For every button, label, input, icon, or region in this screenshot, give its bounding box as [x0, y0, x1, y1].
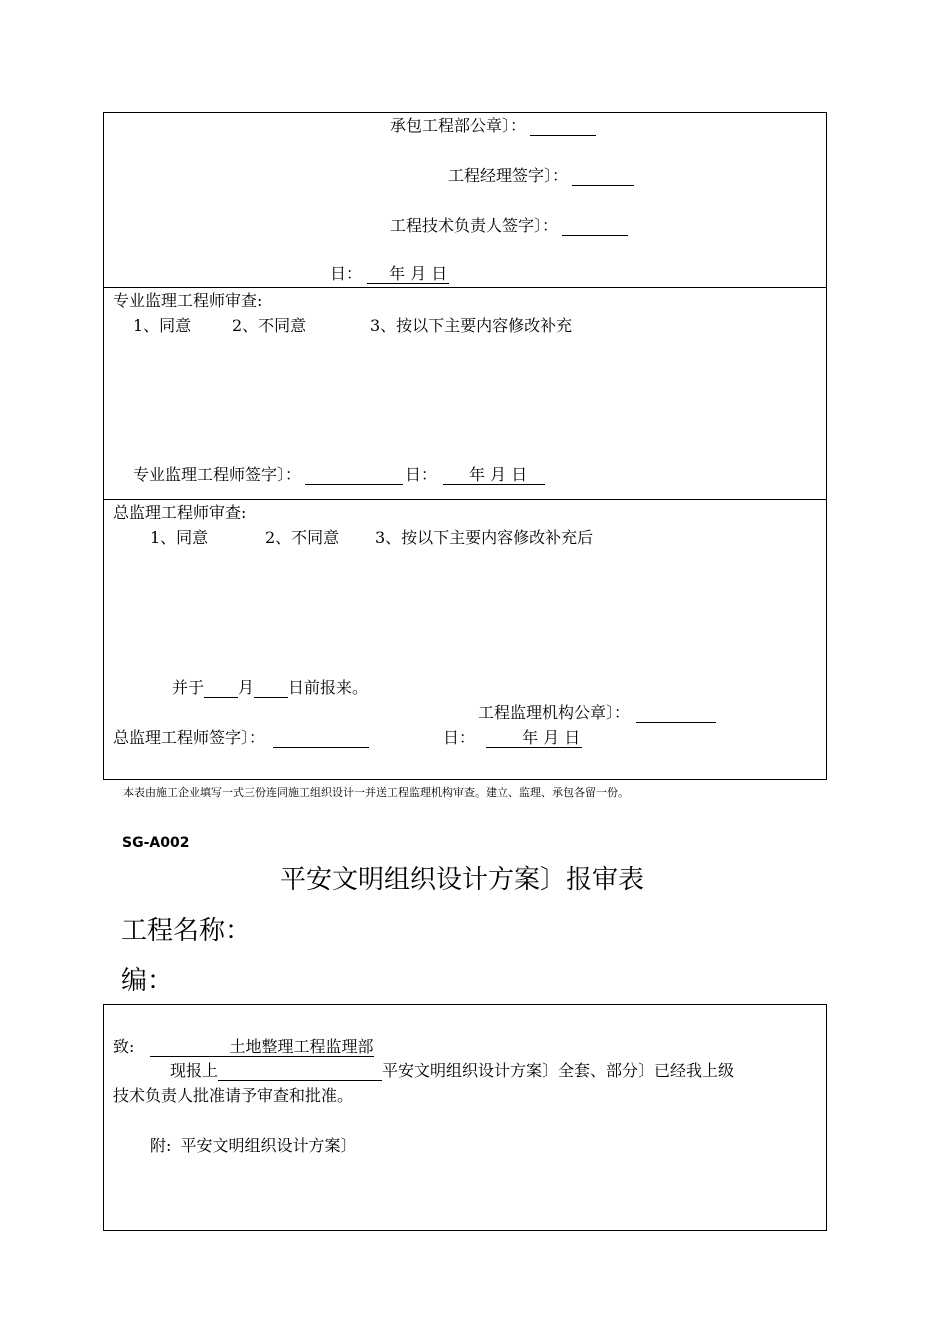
project-name-label: 工程名称：: [121, 916, 252, 946]
org-seal-field[interactable]: [636, 704, 716, 723]
project-manager-sign-field[interactable]: [572, 167, 634, 186]
option-disagree[interactable]: 2、不同意: [265, 528, 340, 547]
day-label: 日前报来。: [288, 678, 369, 697]
contractor-seal-label: 承包工程部公章〕：: [390, 116, 527, 135]
project-field[interactable]: [218, 1062, 382, 1081]
specialist-sign-field[interactable]: [305, 466, 403, 485]
tech-lead-sign-label: 工程技术负责人签字〕：: [390, 216, 559, 235]
date-field[interactable]: [443, 465, 545, 485]
to-label: 致:: [113, 1037, 135, 1056]
attachment-label: 附:: [150, 1136, 172, 1155]
chief-sign-label: 总监理工程师签字〕：: [113, 728, 266, 747]
specialist-sign-label: 专业监理工程师签字〕：: [133, 465, 302, 484]
footnote: 本表由施工企业填写一式三份连同施工组织设计一并送工程监理机构审查。建立、监理、承包各留一份。: [123, 786, 629, 799]
submission-line-1: [170, 1061, 734, 1081]
date-value: 年 月 日: [469, 465, 528, 484]
chief-sign-row: [113, 728, 369, 748]
option-agree[interactable]: 1、同意: [150, 528, 209, 547]
attachment-value: 平安文明组织设计方案〕: [180, 1136, 357, 1155]
submission-text-2: 平安文明组织设计方案〕全套、部分〕已经我上级: [382, 1061, 735, 1080]
contractor-seal-field[interactable]: [530, 117, 596, 136]
form-title: 平安文明组织设计方案〕报审表: [280, 865, 645, 895]
chief-review-heading: 总监理工程师审查:: [113, 503, 247, 522]
org-seal-label: 工程监理机构公章〕：: [478, 703, 631, 722]
option-agree[interactable]: 1、同意: [133, 316, 192, 335]
date-value: 年 月 日: [389, 264, 448, 283]
specialist-review-heading: 专业监理工程师审查:: [113, 291, 263, 310]
addressee-value: 土地整理工程监理部: [229, 1037, 374, 1056]
date-field[interactable]: [367, 264, 449, 284]
date-field[interactable]: [486, 728, 582, 748]
date-value: 年 月 日: [522, 728, 581, 747]
month-field[interactable]: [204, 679, 238, 698]
resubmit-text: 并于: [172, 678, 205, 697]
attachment-row: [150, 1136, 357, 1156]
project-manager-sign-label: 工程经理签字〕：: [448, 166, 569, 185]
row-divider: [103, 287, 827, 288]
addressee-field[interactable]: [150, 1037, 374, 1057]
addressee-row: [113, 1037, 374, 1057]
submission-line-2: 技术负责人批准请予审查和批准。: [113, 1086, 354, 1105]
date-row-1: [330, 264, 449, 284]
option-revise[interactable]: 3、按以下主要内容修改补充: [370, 316, 573, 335]
number-label: 编：: [121, 966, 174, 996]
row-divider: [103, 499, 827, 500]
day-field[interactable]: [254, 679, 288, 698]
chief-sign-field[interactable]: [273, 729, 369, 748]
option-disagree[interactable]: 2、不同意: [232, 316, 307, 335]
date-row-3: [443, 728, 582, 748]
date-label: 日：: [330, 264, 363, 283]
specialist-sign-row: [133, 465, 545, 485]
resubmit-row: [172, 678, 368, 698]
org-seal-row: [478, 703, 716, 723]
date-label: 日：: [443, 728, 476, 747]
submission-text: 现报上: [170, 1061, 219, 1080]
project-manager-sign-row: [448, 166, 634, 186]
contractor-seal-row: [390, 116, 596, 136]
tech-lead-sign-row: [390, 216, 628, 236]
form-code: SG-A002: [122, 835, 190, 851]
tech-lead-sign-field[interactable]: [562, 217, 628, 236]
date-label: 日：: [405, 465, 438, 484]
option-revise[interactable]: 3、按以下主要内容修改补充后: [375, 528, 594, 547]
month-label: 月: [238, 678, 255, 697]
